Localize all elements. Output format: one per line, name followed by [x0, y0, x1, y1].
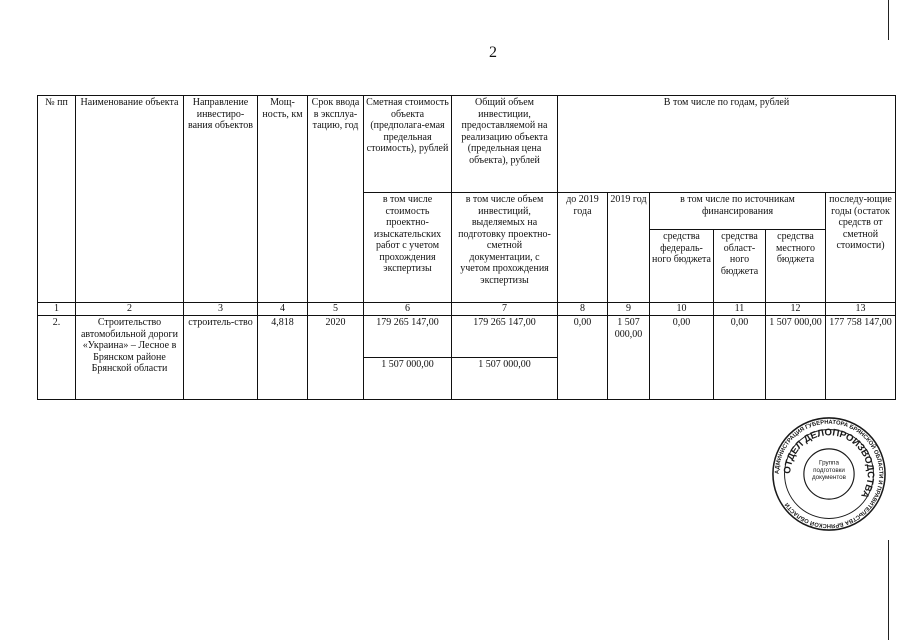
- column-number-row: [38, 303, 896, 316]
- header-total-investment: Общий объем инвестиции, предоставляемой на реализацию объекта (предельная цена объекта), рублей: [452, 96, 558, 193]
- row-object-name: Строительство автомобильной дороги «Украина» – Лесное в Брянском районе Брянской области: [76, 316, 184, 400]
- header-num: № пп: [38, 96, 76, 303]
- header-investment-design: в том числе объем инвестиций, выделяемых на подготовку проектно-сметной документации, с учетом прохождения экспертизы: [452, 193, 558, 303]
- row-estimate: 179 265 147,00: [364, 316, 452, 358]
- row-estimate-design: 1 507 000,00: [364, 358, 452, 400]
- header-sources: в том числе по источникам финансирования: [650, 193, 826, 230]
- office-stamp: [771, 416, 887, 532]
- col-number: 5: [308, 303, 364, 316]
- row-before-2019: 0,00: [558, 316, 608, 400]
- investment-table: [37, 95, 896, 400]
- row-regional: 0,00: [714, 316, 766, 400]
- header-2019: 2019 год: [608, 193, 650, 303]
- header-name: Наименование объекта: [76, 96, 184, 303]
- stamp-title: ОТДЕЛ ДЕЛОПРОИЗВОДСТВА: [782, 427, 876, 500]
- col-number: 3: [184, 303, 258, 316]
- col-number: 9: [608, 303, 650, 316]
- header-estimate-design: в том числе стоимость проектно-изыскательских работ с учетом прохождения экспертизы: [364, 193, 452, 303]
- row-2019: 1 507 000,00: [608, 316, 650, 400]
- row-direction: строитель-ство: [184, 316, 258, 400]
- header-direction: Направление инвестиро-вания объектов: [184, 96, 258, 303]
- header-regional: средства област-ного бюджета: [714, 230, 766, 303]
- header-term: Срок ввода в эксплуа-тацию, год: [308, 96, 364, 303]
- col-number: 12: [766, 303, 826, 316]
- table-row: [38, 316, 896, 358]
- header-before-2019: до 2019 года: [558, 193, 608, 303]
- header-subsequent: последу-ющие годы (остаток средств от сметной стоимости): [826, 193, 896, 303]
- col-number: 7: [452, 303, 558, 316]
- row-subsequent: 177 758 147,00: [826, 316, 896, 400]
- header-by-years: В том числе по годам, рублей: [558, 96, 896, 193]
- header-local: средства местного бюджета: [766, 230, 826, 303]
- row-local: 1 507 000,00: [766, 316, 826, 400]
- col-number: 8: [558, 303, 608, 316]
- stamp-center: Группа подготовки документов: [812, 459, 846, 481]
- page-number: 2: [489, 44, 497, 61]
- margin-rule: [888, 540, 889, 640]
- header-federal: средства федераль-ного бюджета: [650, 230, 714, 303]
- header-estimate: Сметная стоимость объекта (предполага-емая предельная стоимость), рублей: [364, 96, 452, 193]
- col-number: 1: [38, 303, 76, 316]
- row-investment-design: 1 507 000,00: [452, 358, 558, 400]
- header-capacity: Мощ-ность, км: [258, 96, 308, 303]
- col-number: 13: [826, 303, 896, 316]
- col-number: 4: [258, 303, 308, 316]
- col-number: 2: [76, 303, 184, 316]
- row-capacity: 4,818: [258, 316, 308, 400]
- row-federal: 0,00: [650, 316, 714, 400]
- margin-rule: [888, 0, 889, 40]
- col-number: 11: [714, 303, 766, 316]
- col-number: 6: [364, 303, 452, 316]
- row-term: 2020: [308, 316, 364, 400]
- row-num: 2.: [38, 316, 76, 400]
- stamp-outer-text: АДМИНИСТРАЦИЯ ГУБЕРНАТОРА БРЯНСКОЙ ОБЛАСТИ И ПРАВИТЕЛЬСТВА БРЯНСКОЙ ОБЛАСТИ: [774, 419, 884, 529]
- row-investment: 179 265 147,00: [452, 316, 558, 358]
- col-number: 10: [650, 303, 714, 316]
